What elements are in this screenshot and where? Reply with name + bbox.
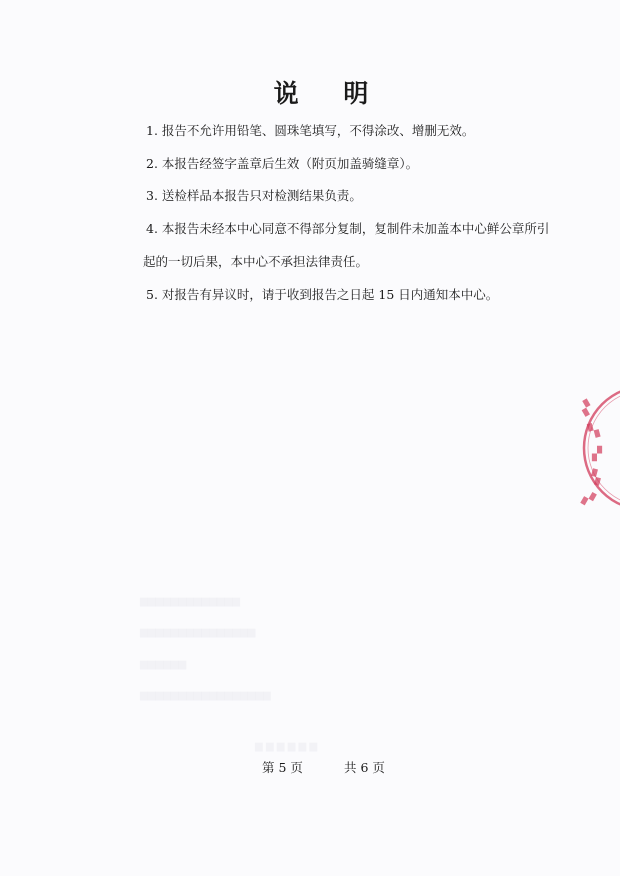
show-through-text: ▆ ▆ ▆ ▆ ▆ ▆	[255, 741, 318, 752]
notice-item-4: 4. 本报告未经本中心同意不得部分复制，复制件未加盖本中心鲜公章所引	[146, 221, 550, 236]
page-number: 第 5 页	[262, 760, 303, 775]
svg-text:▚: ▚	[587, 422, 601, 440]
notice-item-2: 2. 本报告经签字盖章后生效（附页加盖骑缝章）。	[146, 156, 419, 171]
svg-text:▞: ▞	[578, 399, 595, 418]
show-through-text: ▆▆▆▆▆▆▆▆▆▆▆▆▆▆▆▆▆	[140, 690, 271, 701]
official-seal-image	[576, 378, 620, 518]
notice-item-3: 3. 送检样品本报告只对检测结果负责。	[146, 188, 362, 203]
document-title: 说 明	[273, 79, 387, 108]
svg-text:▞: ▞	[592, 447, 602, 462]
svg-text:▞: ▞	[580, 490, 597, 509]
show-through-text: ▆▆▆▆▆▆	[140, 659, 187, 670]
svg-text:▚: ▚	[588, 469, 603, 487]
show-through-text: ▆▆▆▆▆▆▆▆▆▆▆▆▆▆▆	[140, 627, 256, 638]
page-total: 共 6 页	[344, 760, 385, 775]
show-through-text: ▆▆▆▆▆▆▆▆▆▆▆▆▆	[140, 596, 240, 607]
notice-item-5: 5. 对报告有异议时，请于收到报告之日起 15 日内通知本中心。	[146, 287, 499, 302]
notice-item-1: 1. 报告不允许用铅笔、圆珠笔填写，不得涂改、增删无效。	[146, 123, 475, 138]
notice-item-4-continued: 起的一切后果，本中心不承担法律责任。	[143, 254, 369, 269]
